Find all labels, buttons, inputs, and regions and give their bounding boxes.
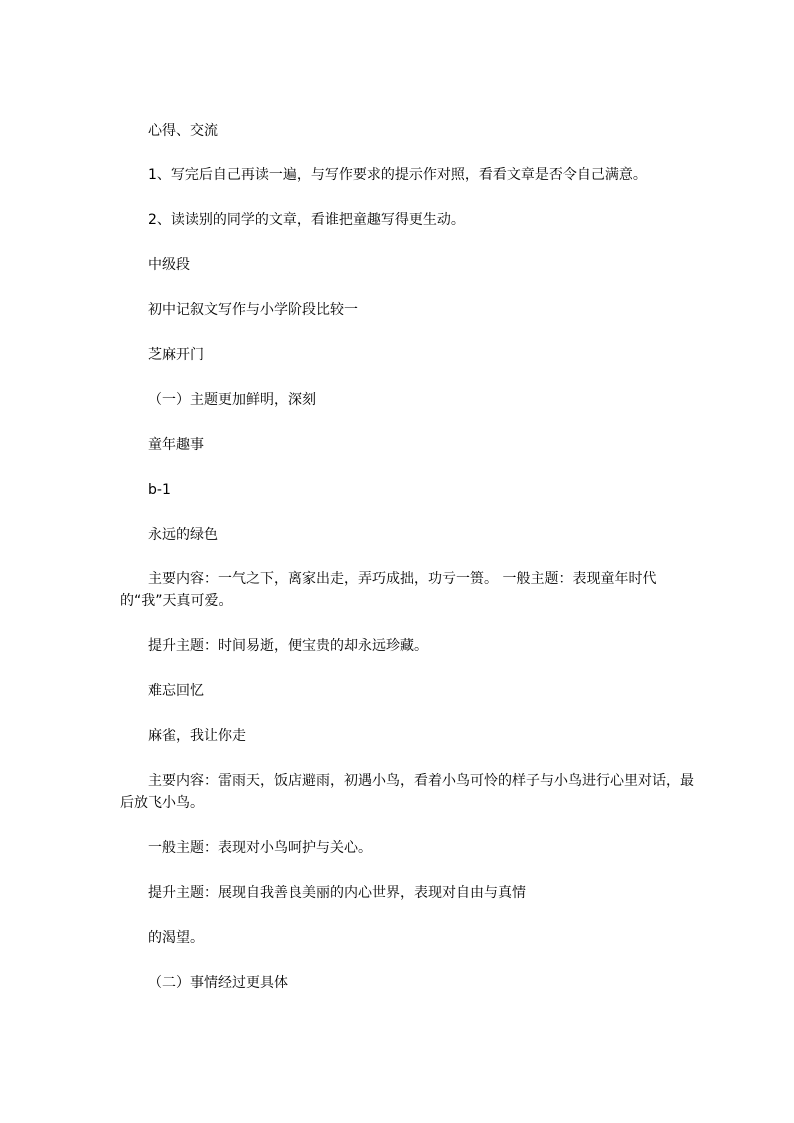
main-content-paragraph-2: 主要内容：雷雨天，饭店避雨，初遇小鸟，看着小鸟可怜的样子与小鸟进行心里对话，最后放飞小鸟。 (120, 773, 694, 811)
list-item-read-others: 2、读读别的同学的文章，看谁把童趣写得更生动。 (148, 212, 465, 228)
elevated-theme-paragraph-2: 提升主题：展现自我善良美丽的内心世界，表现对自由与真情 (148, 885, 526, 901)
topic-title-childhood: 童年趣事 (148, 437, 204, 453)
topic-code: b-1 (148, 482, 171, 498)
subsection-heading-theme: （一）主题更加鲜明，深刻 (148, 392, 316, 408)
subsection-heading-details: （二）事情经过更具体 (148, 975, 288, 991)
section-heading-intermediate: 中级段 (148, 257, 190, 273)
elevated-theme-continuation: 的渴望。 (148, 930, 204, 946)
general-theme-paragraph-2: 一般主题：表现对小鸟呵护与关心。 (148, 840, 372, 856)
section-heading-comparison: 初中记叙文写作与小学阶段比较一 (148, 302, 358, 318)
section-heading-open-sesame: 芝麻开门 (148, 347, 204, 363)
main-content-paragraph-1: 主要内容：一气之下，离家出走，弄巧成拙，功亏一篑。 一般主题：表现童年时代的“我”天真可爱。 (120, 571, 657, 609)
article-title-green: 永远的绿色 (148, 527, 218, 543)
topic-title-memory: 难忘回忆 (148, 683, 204, 699)
section-heading-reflection: 心得、交流 (148, 123, 218, 139)
article-title-sparrow: 麻雀，我让你走 (148, 728, 246, 744)
list-item-reread: 1、写完后自己再读一遍，与写作要求的提示作对照，看看文章是否令自己满意。 (148, 167, 647, 183)
elevated-theme-paragraph-1: 提升主题：时间易逝，便宝贵的却永远珍藏。 (148, 638, 428, 654)
